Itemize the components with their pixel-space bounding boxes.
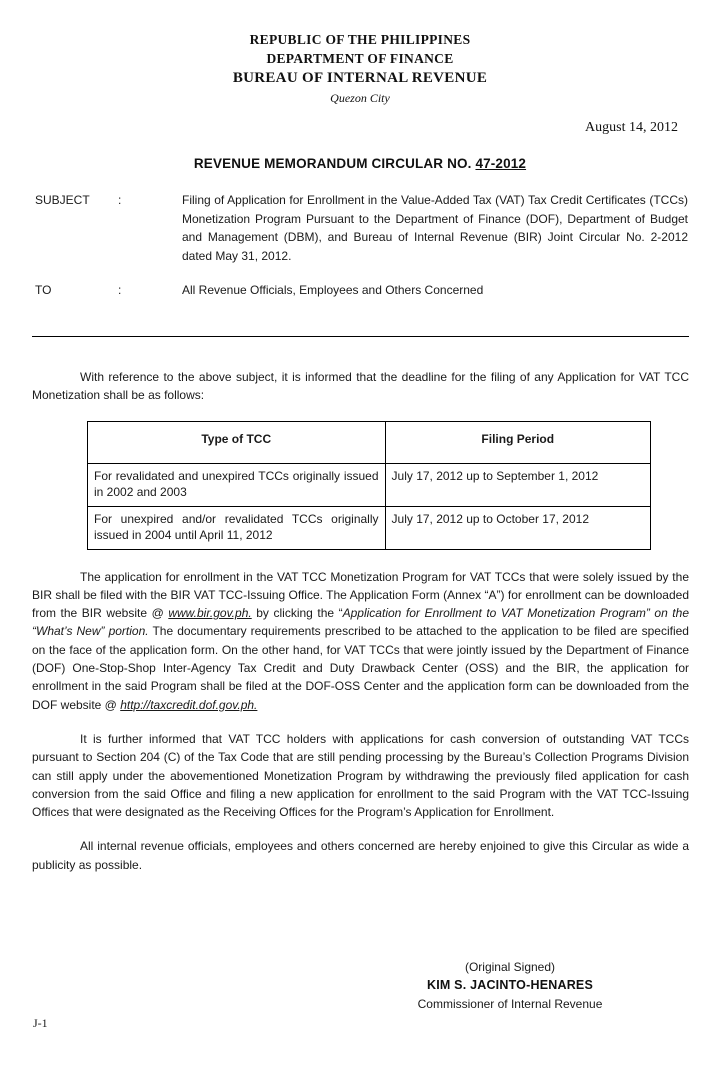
table-row bbox=[88, 506, 651, 549]
bir-website-link[interactable]: www.bir.gov.ph. bbox=[168, 606, 252, 621]
letterhead-department: DEPARTMENT OF FINANCE bbox=[266, 51, 454, 66]
subject-colon: : bbox=[118, 193, 122, 207]
signatory-name: KIM S. JACINTO-HENARES bbox=[427, 978, 593, 992]
paragraph-publicity: All internal revenue officials, employees and others concerned are hereby enjoined to give this Circular as wide a publicity as possible. bbox=[32, 839, 689, 872]
paragraph-application bbox=[32, 568, 689, 714]
subject-row bbox=[35, 191, 688, 265]
circular-prefix: REVENUE MEMORANDUM CIRCULAR NO. bbox=[193, 156, 476, 171]
tcc-table-wrap bbox=[32, 421, 689, 550]
document-body bbox=[32, 368, 689, 874]
dof-website-link[interactable]: http://taxcredit.dof.gov.ph. bbox=[120, 697, 258, 712]
paragraph-cash-conversion: It is further informed that VAT TCC holders with applications for cash conversion of outstanding VAT TCCs pursuant to Section 204 (C) of the Tax Code that are still pending processing by the Bureau’s Collection Programs Division can still apply under the abovementioned Monetization Program by withdrawing the previously filed application for cash conversion from the said Office and filing a new application for enrollment to the said Program with the VAT TCC-Issuing Offices that were designated as the Receiving Offices for the Program’s Application for Enrollment. bbox=[32, 731, 689, 820]
paragraph-intro: With reference to the above subject, it is informed that the deadline for the filing of any Application for VAT TCC Monetization shall be as follows: bbox=[32, 370, 689, 403]
table-header-period: Filing Period bbox=[385, 421, 650, 463]
subject-label: SUBJECT bbox=[35, 193, 90, 207]
to-row bbox=[35, 281, 688, 300]
para2-segment-1: The application for enrollment in the VAT TCC Monetization Program for VAT TCCs that were solely issued by the BIR shall be filed with the BIR VAT TCC-Issuing Office. The Application Form (Annex “A”) for enrollment can be downloaded from the BIR website @ bbox=[32, 569, 689, 621]
page-footer-mark: J-1 bbox=[33, 1016, 48, 1030]
table-cell-period: July 17, 2012 up to October 17, 2012 bbox=[385, 506, 650, 549]
signature-block bbox=[330, 958, 690, 1013]
table-cell-type: For revalidated and unexpired TCCs originally issued in 2002 and 2003 bbox=[88, 463, 386, 506]
para2-segment-2: by clicking the “ bbox=[251, 606, 343, 621]
table-header-row bbox=[88, 421, 651, 463]
table-header-type: Type of TCC bbox=[88, 421, 386, 463]
to-label: TO bbox=[35, 283, 52, 297]
to-text: All Revenue Officials, Employees and Others Concerned bbox=[182, 283, 484, 297]
letterhead-republic: REPUBLIC OF THE PHILIPPINES bbox=[249, 32, 471, 47]
letterhead-city: Quezon City bbox=[330, 91, 390, 105]
horizontal-divider bbox=[32, 336, 689, 337]
original-signed-note: (Original Signed) bbox=[464, 960, 556, 974]
table-row bbox=[88, 463, 651, 506]
table-cell-type: For unexpired and/or revalidated TCCs originally issued in 2004 until April 11, 2012 bbox=[88, 506, 386, 549]
to-colon: : bbox=[118, 283, 122, 297]
meta-block bbox=[0, 191, 720, 300]
page-title bbox=[0, 156, 720, 171]
para2-italic-quote: Application for Enrollment to VAT Monetization Program” on the “What’s New” portion. bbox=[32, 606, 689, 639]
subject-text: Filing of Application for Enrollment in the Value-Added Tax (VAT) Tax Credit Certificates (TCCs) Monetization Program Pursuant to the Department of Finance (DOF), Department of Budget and Management (DBM), and Bureau of Internal Revenue (BIR) Joint Circular No. 2-2012 dated May 31, 2012. bbox=[182, 193, 688, 263]
table-cell-period: July 17, 2012 up to September 1, 2012 bbox=[385, 463, 650, 506]
letterhead bbox=[0, 0, 720, 107]
para2-segment-3: The documentary requirements prescribed to be attached to the application to be filed are specified on the face of the application form. On the other hand, for VAT TCCs that were jointly issued by the Department of Finance (DOF) One-Stop-Shop Inter-Agency Tax Credit and Duty Drawback Center (OSS) and the BIR, the application for enrollment in the said Program shall be filed at the DOF-OSS Center and the application form can be downloaded from the DOF website @ bbox=[32, 624, 689, 712]
document-date: August 14, 2012 bbox=[585, 120, 678, 135]
circular-number: 47-2012 bbox=[475, 156, 527, 171]
signatory-title: Commissioner of Internal Revenue bbox=[417, 997, 603, 1011]
tcc-deadline-table bbox=[87, 421, 651, 550]
letterhead-bureau: BUREAU OF INTERNAL REVENUE bbox=[232, 70, 488, 86]
